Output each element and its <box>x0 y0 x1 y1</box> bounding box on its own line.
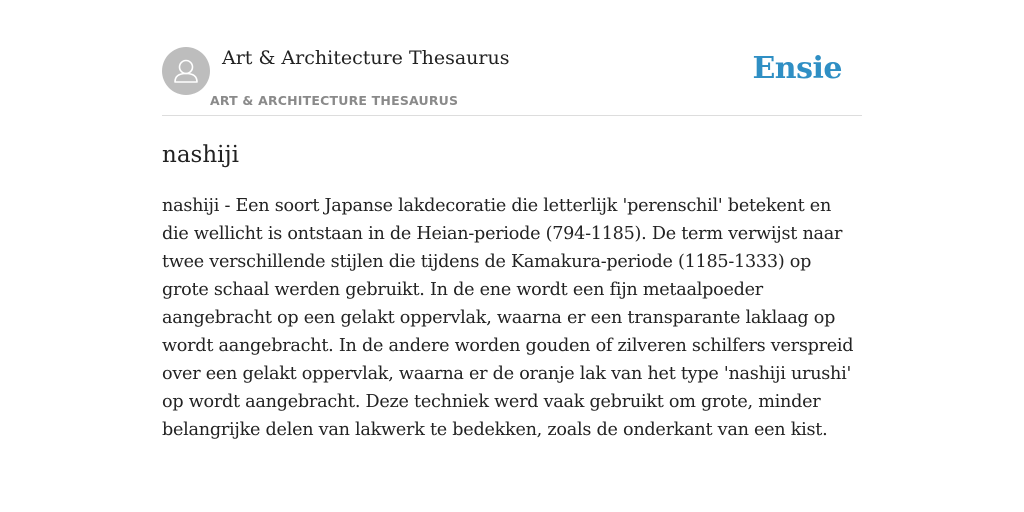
page-title: nashiji <box>162 142 239 168</box>
entry-header <box>162 0 862 116</box>
source-subtitle[interactable]: ART & ARCHITECTURE THESAURUS <box>210 93 459 108</box>
definition-text: nashiji - Een soort Japanse lakdecoratie die letterlijk 'perenschil' betekent en die wellicht is ontstaan in de Heian-periode (794-1185). De term verwijst naar twee verschillende stijlen die tijdens de Kamakura-periode (1185-1333) op grote schaal werden gebruikt. In de ene wordt een fijn metaalpoeder aangebracht op een gelakt oppervlak, waarna er een transparante laklaag op wordt aangebracht. In de andere worden gouden of zilveren schilfers verspreid over een gelakt oppervlak, waarna er de oranje lak van het type 'nashiji urushi' op wordt aangebracht. Deze techniek werd vaak gebruikt om grote, minder belangrijke delen van lakwerk te bedekken, zoals de onderkant van een kist. <box>162 196 854 440</box>
brand-logo[interactable]: Ensie <box>752 51 842 86</box>
user-icon <box>162 47 210 95</box>
source-title[interactable]: Art & Architecture Thesaurus <box>222 47 510 69</box>
entry-card <box>162 0 862 512</box>
avatar[interactable] <box>162 47 210 95</box>
